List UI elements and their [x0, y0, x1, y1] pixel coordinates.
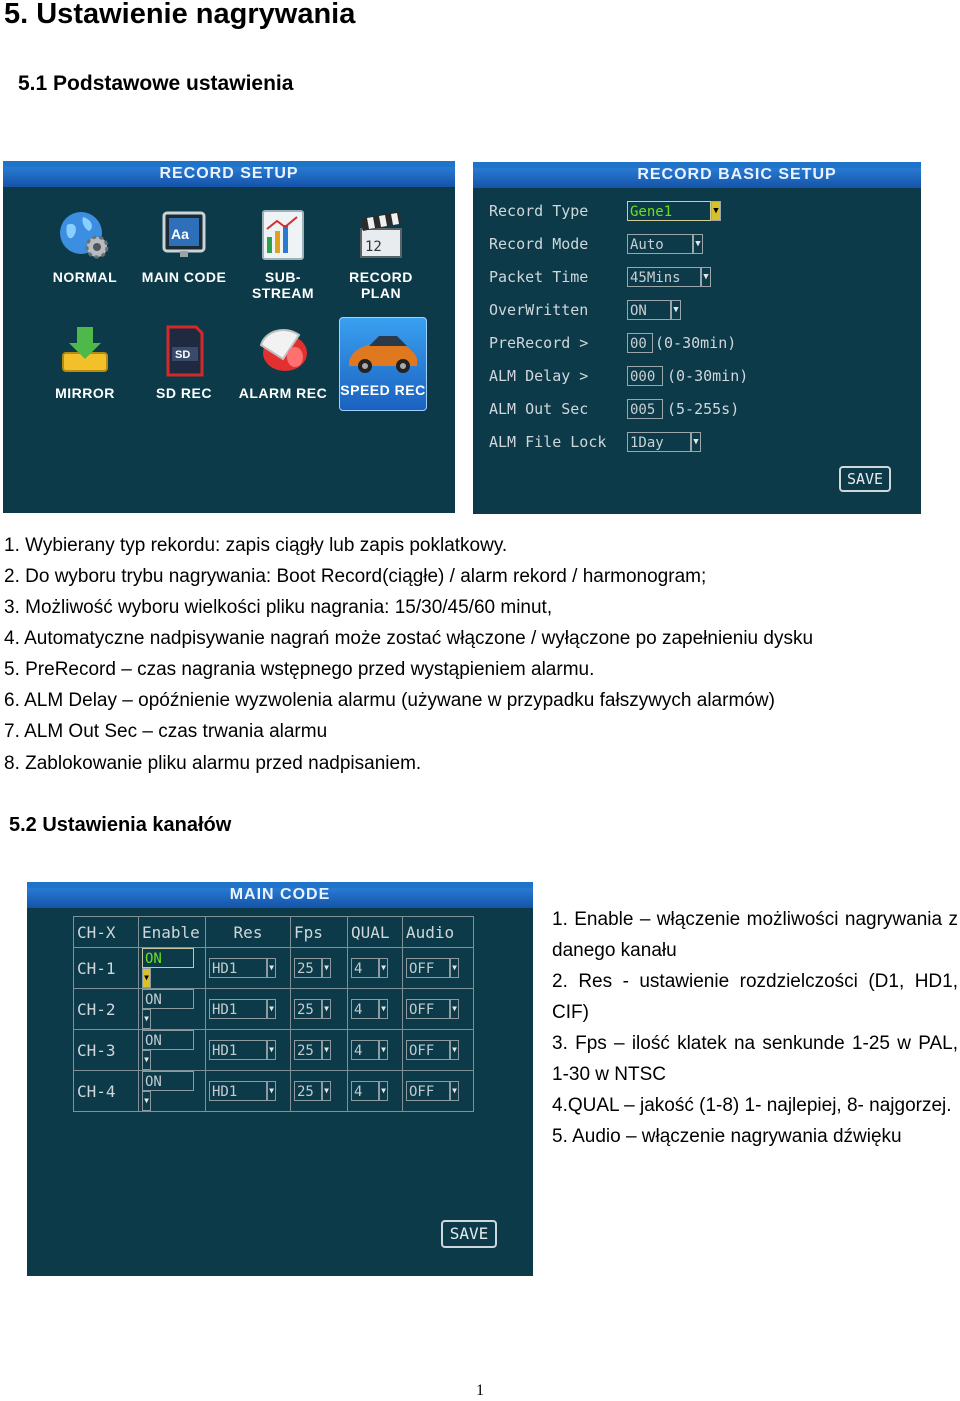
res-select[interactable]: HD1 — [209, 1040, 267, 1060]
prerecord-range: (0-30min) — [655, 334, 737, 352]
label-record-type: Record Type — [489, 202, 589, 220]
label-prerecord: PreRecord > — [489, 334, 589, 352]
tile-sub-stream[interactable] — [235, 207, 331, 301]
list1-item-5: 5. PreRecord – czas nagrania wstępnego przed wystąpieniem alarmu. — [4, 659, 595, 680]
dropdown-arrow-icon[interactable]: ▼ — [267, 999, 276, 1019]
res-select[interactable]: HD1 — [209, 999, 267, 1019]
section-title-basic: 5.1 Podstawowe ustawienia — [18, 72, 294, 95]
label-alm-out-sec: ALM Out Sec — [489, 400, 589, 418]
car-icon — [343, 324, 423, 380]
tile-speed-rec[interactable] — [339, 317, 427, 411]
alm-out-sec-range: (5-255s) — [667, 400, 740, 418]
qual-cell — [348, 1030, 403, 1071]
dropdown-arrow-icon[interactable]: ▼ — [379, 1081, 388, 1101]
res-cell — [206, 948, 291, 989]
channel-table-header — [74, 917, 474, 948]
table-row — [74, 989, 474, 1030]
label-packet-time: Packet Time — [489, 268, 589, 286]
dropdown-arrow-icon[interactable]: ▼ — [142, 1009, 151, 1029]
list1-item-6: 6. ALM Delay – opóźnienie wyzwolenia alarmu (używane w przypadku fałszywych alarmów) — [4, 690, 775, 711]
tile-main-code[interactable] — [136, 207, 232, 285]
audio-select[interactable]: OFF — [406, 1040, 450, 1060]
globe-gear-icon — [57, 207, 113, 263]
qual-cell — [348, 1071, 403, 1112]
record-type-dropdown-icon[interactable]: ▼ — [711, 201, 721, 221]
table-row — [74, 1071, 474, 1112]
qual-select[interactable]: 4 — [351, 958, 379, 978]
clapperboard-icon — [353, 207, 409, 263]
enable-cell — [139, 989, 206, 1030]
tile-record-plan-label: RECORD PLAN — [349, 269, 413, 301]
enable-cell — [139, 1071, 206, 1112]
monitor-text-icon — [156, 207, 212, 263]
dropdown-arrow-icon[interactable]: ▼ — [450, 1040, 459, 1060]
fps-cell — [291, 989, 348, 1030]
dropdown-arrow-icon[interactable]: ▼ — [322, 1081, 331, 1101]
list1-item-4: 4. Automatyczne nadpisywanie nagrań może zostać włączone / wyłączone po zapełnieniu dysku — [4, 628, 814, 649]
res-select[interactable]: HD1 — [209, 958, 267, 978]
record-setup-title: RECORD SETUP — [159, 165, 299, 182]
record-type-select[interactable]: Gene1 — [627, 201, 711, 221]
dropdown-arrow-icon[interactable]: ▼ — [322, 999, 331, 1019]
list2-item-1: 1. Enable – włączenie możliwości nagrywania z danego kanału — [552, 909, 958, 961]
fps-cell — [291, 1030, 348, 1071]
dropdown-arrow-icon[interactable]: ▼ — [322, 1040, 331, 1060]
fps-select[interactable]: 25 — [294, 1081, 322, 1101]
tile-mirror-label: MIRROR — [55, 385, 115, 401]
enable-cell — [139, 948, 206, 989]
audio-cell — [403, 1030, 474, 1071]
label-alm-delay: ALM Delay > — [489, 367, 589, 385]
packet-time-select[interactable]: 45Mins — [627, 267, 701, 287]
alm-out-sec-input[interactable]: 005 — [627, 399, 663, 419]
record-mode-select[interactable]: Auto — [627, 234, 693, 254]
res-cell — [206, 1030, 291, 1071]
audio-select[interactable]: OFF — [406, 958, 450, 978]
channel-table — [73, 916, 474, 1112]
table-row — [74, 1030, 474, 1071]
fps-select[interactable]: 25 — [294, 999, 322, 1019]
tile-alarm-rec[interactable] — [235, 323, 331, 401]
col-fps: Fps — [291, 917, 348, 948]
table-row — [74, 948, 474, 989]
col-ch: CH-X — [74, 917, 139, 948]
save-button[interactable]: SAVE — [839, 466, 891, 492]
plan-badge: 12 — [365, 239, 382, 255]
list1-item-1: 1. Wybierany typ rekordu: zapis ciągły lub zapis poklatkowy. — [4, 535, 508, 556]
tile-sub-stream-label: SUB-STREAM — [251, 269, 315, 301]
qual-cell — [348, 989, 403, 1030]
qual-select[interactable]: 4 — [351, 1040, 379, 1060]
siren-icon — [255, 323, 311, 379]
list1-item-3: 3. Możliwość wyboru wielkości pliku nagrania: 15/30/45/60 minut, — [4, 597, 553, 618]
tile-normal[interactable] — [37, 207, 133, 285]
record-basic-setup-screen — [473, 162, 921, 514]
main-code-screen — [27, 882, 533, 1276]
enable-cell — [139, 1030, 206, 1071]
list2-item-4: 4.QUAL – jakość (1-8) 1- najlepiej, 8- najgorzej. — [552, 1095, 952, 1116]
tile-alarm-rec-label: ALARM REC — [238, 385, 328, 401]
label-alm-file-lock: ALM File Lock — [489, 433, 607, 451]
enable-select[interactable]: ON — [142, 1030, 194, 1050]
overwritten-select[interactable]: ON — [627, 300, 671, 320]
res-cell — [206, 1071, 291, 1112]
dropdown-arrow-icon[interactable]: ▼ — [450, 999, 459, 1019]
list2-item-5: 5. Audio – włączenie nagrywania dźwięku — [552, 1126, 902, 1147]
fps-select[interactable]: 25 — [294, 1040, 322, 1060]
sd-badge: SD — [175, 349, 191, 361]
dropdown-arrow-icon[interactable]: ▼ — [267, 1081, 276, 1101]
alm-delay-range: (0-30min) — [667, 367, 749, 385]
col-enable: Enable — [139, 917, 206, 948]
enable-select[interactable]: ON — [142, 1071, 194, 1091]
page-heading: 5. Ustawienie nagrywania — [4, 0, 356, 30]
dropdown-arrow-icon[interactable]: ▼ — [142, 1050, 151, 1070]
dropdown-arrow-icon[interactable]: ▼ — [379, 958, 388, 978]
col-res: Res — [206, 917, 291, 948]
qual-cell — [348, 948, 403, 989]
dropdown-arrow-icon[interactable]: ▼ — [450, 1081, 459, 1101]
packet-time-dropdown-icon[interactable]: ▼ — [701, 267, 711, 287]
ch-label: CH-4 — [74, 1071, 139, 1112]
ch-label: CH-2 — [74, 989, 139, 1030]
dropdown-arrow-icon[interactable]: ▼ — [379, 999, 388, 1019]
save-button[interactable]: SAVE — [441, 1220, 497, 1248]
audio-select[interactable]: OFF — [406, 999, 450, 1019]
dropdown-arrow-icon[interactable]: ▼ — [267, 958, 276, 978]
label-record-mode: Record Mode — [489, 235, 589, 253]
audio-cell — [403, 1071, 474, 1112]
fps-cell — [291, 948, 348, 989]
tile-speed-rec-label: SPEED REC — [340, 382, 426, 398]
alm-file-lock-dropdown-icon[interactable]: ▼ — [691, 432, 701, 452]
tile-main-code-label: MAIN CODE — [141, 269, 227, 285]
main-code-title: MAIN CODE — [229, 886, 331, 903]
res-select[interactable]: HD1 — [209, 1081, 267, 1101]
channel-settings-description — [552, 904, 958, 1152]
tile-sd-rec-label: SD REC — [156, 385, 212, 401]
tile-mirror[interactable] — [37, 323, 133, 401]
alm-file-lock-select[interactable]: 1Day — [627, 432, 691, 452]
fps-cell — [291, 1071, 348, 1112]
col-audio: Audio — [403, 917, 474, 948]
audio-cell — [403, 948, 474, 989]
col-qual: QUAL — [348, 917, 403, 948]
label-overwritten: OverWritten — [489, 301, 589, 319]
dropdown-arrow-icon[interactable]: ▼ — [322, 958, 331, 978]
ch-label: CH-3 — [74, 1030, 139, 1071]
dropdown-arrow-icon[interactable]: ▼ — [142, 1091, 151, 1111]
qual-select[interactable]: 4 — [351, 1081, 379, 1101]
record-mode-dropdown-icon[interactable]: ▼ — [693, 234, 703, 254]
alm-delay-input[interactable]: 000 — [627, 366, 663, 386]
enable-select[interactable]: ON — [142, 989, 194, 1009]
list1-item-7: 7. ALM Out Sec – czas trwania alarmu — [4, 721, 328, 742]
dropdown-arrow-icon[interactable]: ▼ — [142, 968, 151, 988]
qual-select[interactable]: 4 — [351, 999, 379, 1019]
tile-normal-label: NORMAL — [52, 269, 118, 285]
enable-select[interactable]: ON — [142, 948, 194, 968]
prerecord-input[interactable]: 00 — [627, 333, 653, 353]
sd-card-icon — [156, 323, 212, 379]
dropdown-arrow-icon[interactable]: ▼ — [379, 1040, 388, 1060]
overwritten-dropdown-icon[interactable]: ▼ — [671, 300, 681, 320]
svg-text:Aa: Aa — [171, 226, 189, 242]
section-title-channels: 5.2 Ustawienia kanałów — [9, 814, 232, 836]
list2-item-2: 2. Res - ustawienie rozdzielczości (D1, HD1, CIF) — [552, 971, 958, 1023]
chart-icon — [255, 207, 311, 263]
record-setup-screen — [3, 161, 455, 513]
dropdown-arrow-icon[interactable]: ▼ — [450, 958, 459, 978]
fps-select[interactable]: 25 — [294, 958, 322, 978]
basic-setup-title: RECORD BASIC SETUP — [637, 166, 837, 183]
dropdown-arrow-icon[interactable]: ▼ — [267, 1040, 276, 1060]
list2-item-3: 3. Fps – ilość klatek na senkunde 1-25 w PAL, 1-30 w NTSC — [552, 1033, 958, 1085]
list1-item-2: 2. Do wyboru trybu nagrywania: Boot Record(ciągłe) / alarm rekord / harmonogram; — [4, 566, 707, 587]
download-arrow-icon — [57, 323, 113, 379]
tile-record-plan[interactable] — [333, 207, 429, 301]
list1-item-8: 8. Zablokowanie pliku alarmu przed nadpisaniem. — [4, 753, 422, 774]
audio-select[interactable]: OFF — [406, 1081, 450, 1101]
ch-label: CH-1 — [74, 948, 139, 989]
tile-sd-rec[interactable] — [136, 323, 232, 401]
page-number: 1 — [476, 1382, 484, 1399]
res-cell — [206, 989, 291, 1030]
audio-cell — [403, 989, 474, 1030]
